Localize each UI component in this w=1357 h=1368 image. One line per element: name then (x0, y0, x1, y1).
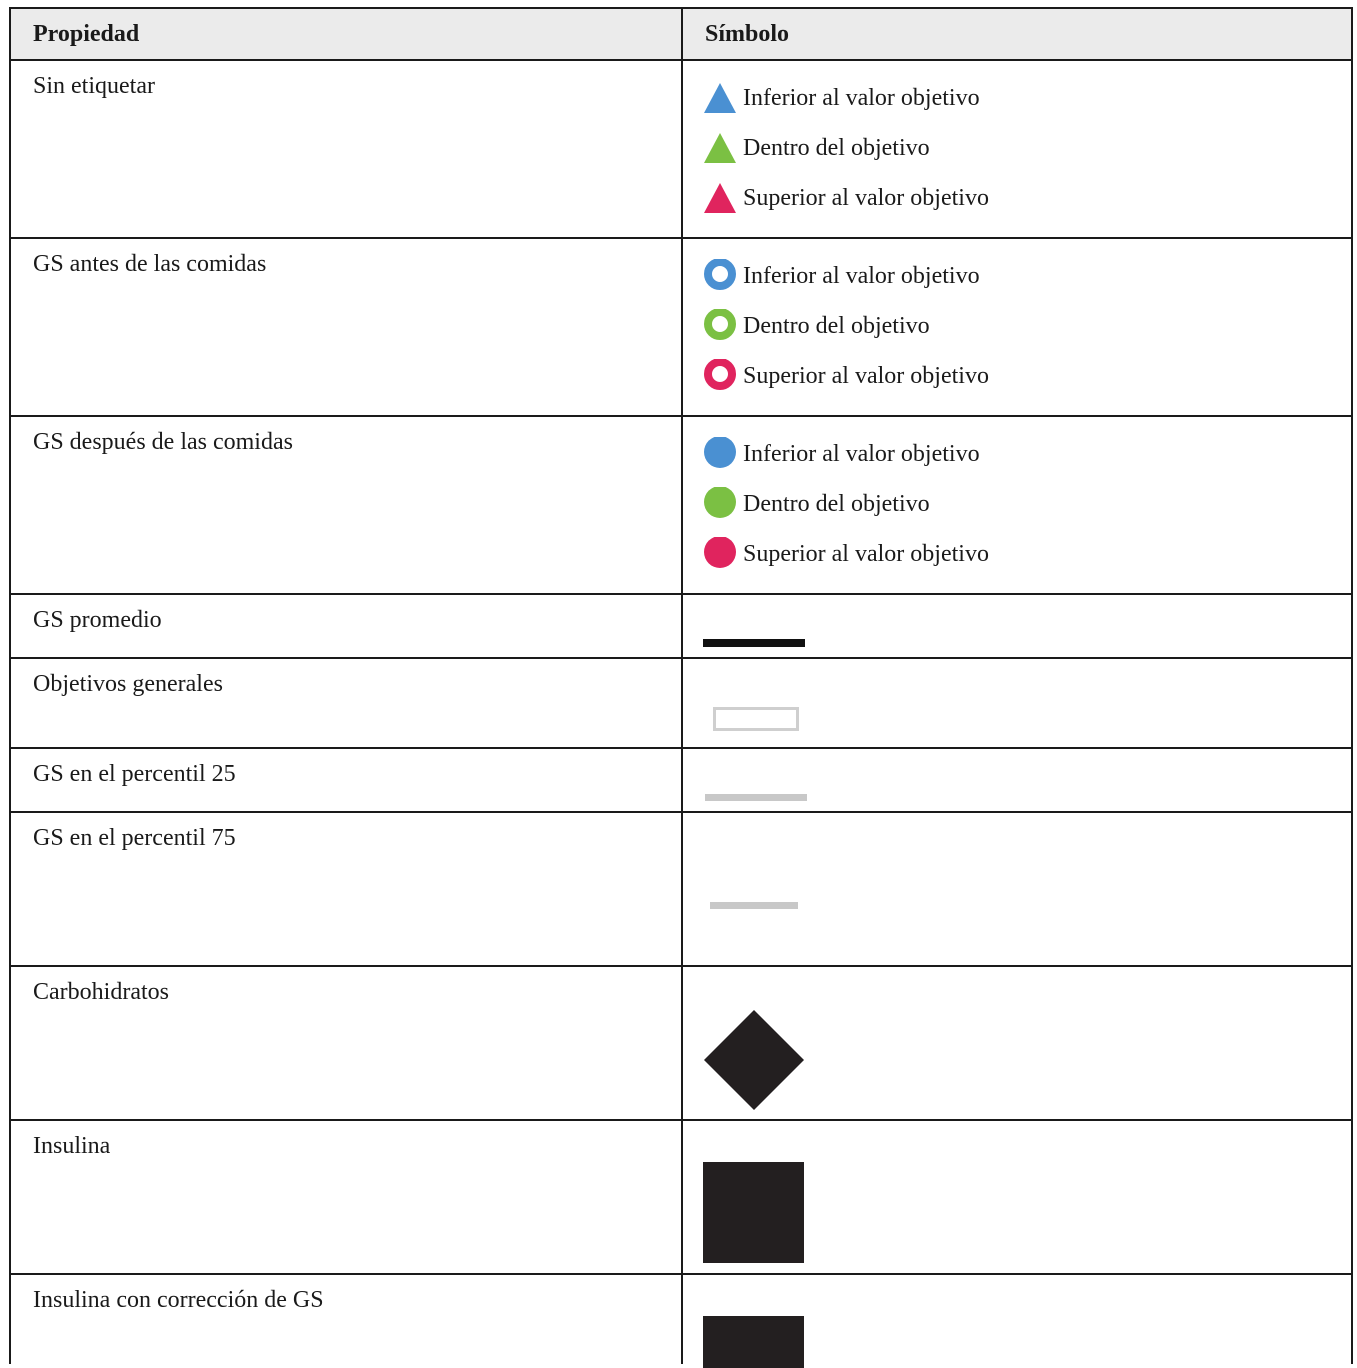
triangle-within-icon (703, 131, 737, 165)
gray-line-75-icon (710, 902, 798, 909)
legend-item-label: Inferior al valor objetivo (743, 263, 980, 289)
property-label: GS antes de las comidas (10, 238, 682, 416)
symbol-cell (682, 658, 1352, 748)
legend-item-label: Inferior al valor objetivo (743, 85, 980, 111)
legend-item (703, 73, 1351, 123)
header-row (10, 8, 1352, 60)
symbol-cell (682, 966, 1352, 1120)
symbol-cell (682, 416, 1352, 594)
diamond-icon (703, 1009, 805, 1111)
legend-item-label: Dentro del objetivo (743, 135, 930, 161)
ring-below-icon (703, 259, 737, 293)
legend-item (703, 251, 1351, 301)
property-label: GS promedio (10, 594, 682, 658)
legend-item-label: Superior al valor objetivo (743, 541, 989, 567)
table-row (10, 594, 1352, 658)
property-label: Carbohidratos (10, 966, 682, 1120)
table-row (10, 238, 1352, 416)
square-icon (703, 1162, 804, 1263)
filled-circle-below-icon (703, 437, 737, 471)
symbol-cell (682, 748, 1352, 812)
legend-item-label: Superior al valor objetivo (743, 185, 989, 211)
table-row (10, 60, 1352, 238)
ring-above-icon (703, 359, 737, 393)
table-row (10, 1120, 1352, 1274)
legend-table (9, 7, 1353, 1364)
legend-item (703, 173, 1351, 223)
property-label: Insulina (10, 1120, 682, 1274)
legend-item-label: Superior al valor objetivo (743, 363, 989, 389)
filled-circle-within-icon (703, 487, 737, 521)
property-label: GS en el percentil 25 (10, 748, 682, 812)
outlined-rectangle-icon (713, 707, 799, 731)
legend-item (703, 429, 1351, 479)
rectangle-icon (703, 1316, 804, 1368)
property-label: Insulina con corrección de GS (10, 1274, 682, 1364)
property-label: GS en el percentil 75 (10, 812, 682, 966)
legend-item-label: Dentro del objetivo (743, 491, 930, 517)
table-row (10, 658, 1352, 748)
triangle-below-icon (703, 81, 737, 115)
legend-item (703, 529, 1351, 579)
table-row (10, 812, 1352, 966)
legend-item-label: Inferior al valor objetivo (743, 441, 980, 467)
property-label: GS después de las comidas (10, 416, 682, 594)
table-row (10, 748, 1352, 812)
symbol-cell (682, 1120, 1352, 1274)
legend-item (703, 479, 1351, 529)
header-symbol: Símbolo (682, 8, 1352, 60)
triangle-above-icon (703, 181, 737, 215)
thick-black-line-icon (703, 639, 805, 647)
legend-item (703, 351, 1351, 401)
symbol-cell (682, 594, 1352, 658)
header-property: Propiedad (10, 8, 682, 60)
filled-circle-above-icon (703, 537, 737, 571)
property-label: Sin etiquetar (10, 60, 682, 238)
legend-item-label: Dentro del objetivo (743, 313, 930, 339)
gray-line-25-icon (705, 794, 807, 801)
table-row (10, 966, 1352, 1120)
table-row (10, 416, 1352, 594)
legend-item (703, 301, 1351, 351)
legend-item (703, 123, 1351, 173)
symbol-cell (682, 60, 1352, 238)
property-label: Objetivos generales (10, 658, 682, 748)
symbol-cell (682, 238, 1352, 416)
ring-within-icon (703, 309, 737, 343)
symbol-cell (682, 812, 1352, 966)
